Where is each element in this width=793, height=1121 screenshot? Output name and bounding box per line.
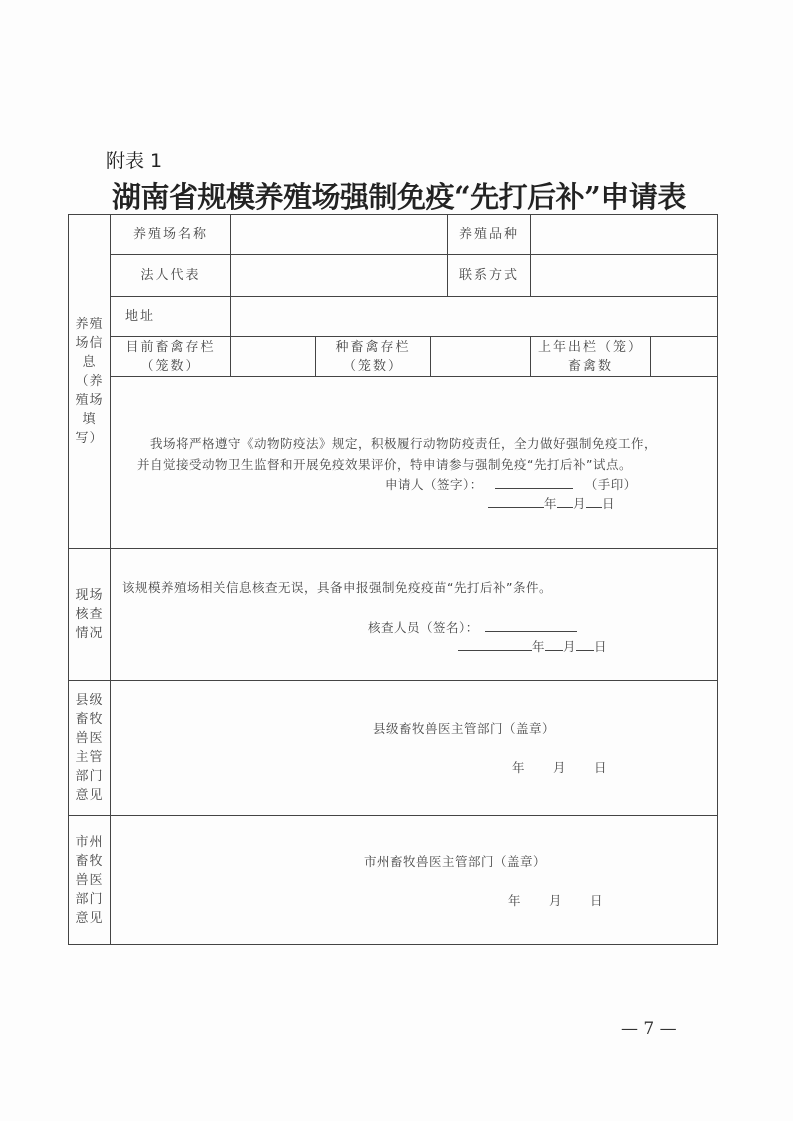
- section-label-line: 县级: [75, 693, 104, 708]
- current-stock-field[interactable]: [230, 336, 316, 377]
- current-stock-label: [110, 336, 231, 377]
- handprint-label: （手印）: [584, 477, 637, 492]
- applicant-date[interactable]: 年 月 日: [488, 494, 615, 512]
- section-label-line: 息: [82, 355, 97, 370]
- inspection-box: [110, 548, 718, 681]
- breeding-stock-field[interactable]: [430, 336, 531, 377]
- contact-field[interactable]: [530, 254, 718, 297]
- label-line: 畜禽数: [567, 358, 613, 374]
- label-line: （笼数）: [140, 358, 201, 374]
- contact-label: 联系方式: [447, 254, 531, 297]
- city-date: 年 月 日: [508, 893, 604, 908]
- farm-info-section-label: [68, 214, 111, 549]
- inspection-statement: 该规模养殖场相关信息核查无误，具备申报强制免疫疫苗“先打后补”条件。: [122, 580, 552, 595]
- last-year-out-field[interactable]: [650, 336, 718, 377]
- last-year-out-label: [530, 336, 651, 377]
- address-field[interactable]: [230, 296, 718, 337]
- section-label-line: 意见: [75, 788, 104, 803]
- pledge-line-1: 我场将严格遵守《动物防疫法》规定，积极履行动物防疫责任，全力做好强制免疫工作，: [150, 436, 658, 451]
- attachment-label: 附表 1: [106, 150, 163, 172]
- address-label: 地址: [110, 296, 231, 337]
- section-label-line: 兽医: [75, 872, 104, 888]
- label-line: （笼数）: [342, 358, 403, 374]
- legal-rep-label: 法人代表: [110, 254, 231, 297]
- page-number: — 7 —: [621, 1019, 677, 1039]
- breed-field[interactable]: [530, 214, 718, 255]
- label-line: 上年出栏（笼）: [537, 339, 643, 355]
- city-box: [110, 815, 718, 945]
- section-label-line: 养殖: [75, 317, 104, 332]
- farm-name-label: 养殖场名称: [110, 214, 231, 255]
- form-title: 湖南省规模养殖场强制免疫“先打后补”申请表: [112, 180, 686, 214]
- section-label-line: （养: [75, 374, 104, 389]
- section-label-line: 畜牧: [75, 853, 104, 869]
- section-label-line: 市州: [75, 834, 104, 850]
- section-label-line: 部门: [75, 891, 104, 907]
- applicant-label: 申请人（签字）：: [385, 477, 483, 492]
- signature-line[interactable]: [485, 619, 577, 632]
- inspection-date[interactable]: 年 月 日: [458, 637, 607, 655]
- section-label-line: 畜牧: [75, 712, 104, 727]
- label-line: 目前畜禽存栏: [125, 339, 216, 355]
- farm-name-field[interactable]: [230, 214, 448, 255]
- applicant-signature: [385, 475, 637, 493]
- section-label-line: 兽医: [75, 731, 104, 746]
- label-line: 种畜禽存栏: [335, 339, 411, 355]
- section-label-line: 意见: [75, 910, 104, 926]
- city-section-label: [68, 815, 111, 945]
- county-box: [110, 680, 718, 816]
- county-section-label: [68, 680, 111, 816]
- city-stamp-label: 市州畜牧兽医主管部门（盖章）: [364, 854, 547, 869]
- county-date: 年 月 日: [512, 760, 608, 775]
- section-label-line: 主管: [75, 750, 104, 765]
- section-label-line: 现场: [75, 588, 104, 603]
- breed-label: 养殖品种: [447, 214, 531, 255]
- breeding-stock-label: [315, 336, 431, 377]
- pledge-line-2: 并自觉接受动物卫生监督和开展免疫效果评价，特申请参与强制免疫“先打后补”试点。: [137, 457, 632, 472]
- county-stamp-label: 县级畜牧兽医主管部门（盖章）: [373, 721, 556, 736]
- section-label-line: 情况: [75, 626, 104, 641]
- section-label-line: 核查: [75, 607, 104, 622]
- section-label-line: 填: [82, 412, 97, 427]
- section-label-line: 殖场: [75, 393, 104, 408]
- signature-line[interactable]: [495, 476, 573, 489]
- legal-rep-field[interactable]: [230, 254, 448, 297]
- inspection-section-label: [68, 548, 111, 681]
- inspector-signature: 核查人员（签名）：: [368, 618, 577, 636]
- section-label-line: 场信: [75, 336, 104, 351]
- section-label-line: 写）: [75, 431, 104, 446]
- section-label-line: 部门: [75, 769, 104, 784]
